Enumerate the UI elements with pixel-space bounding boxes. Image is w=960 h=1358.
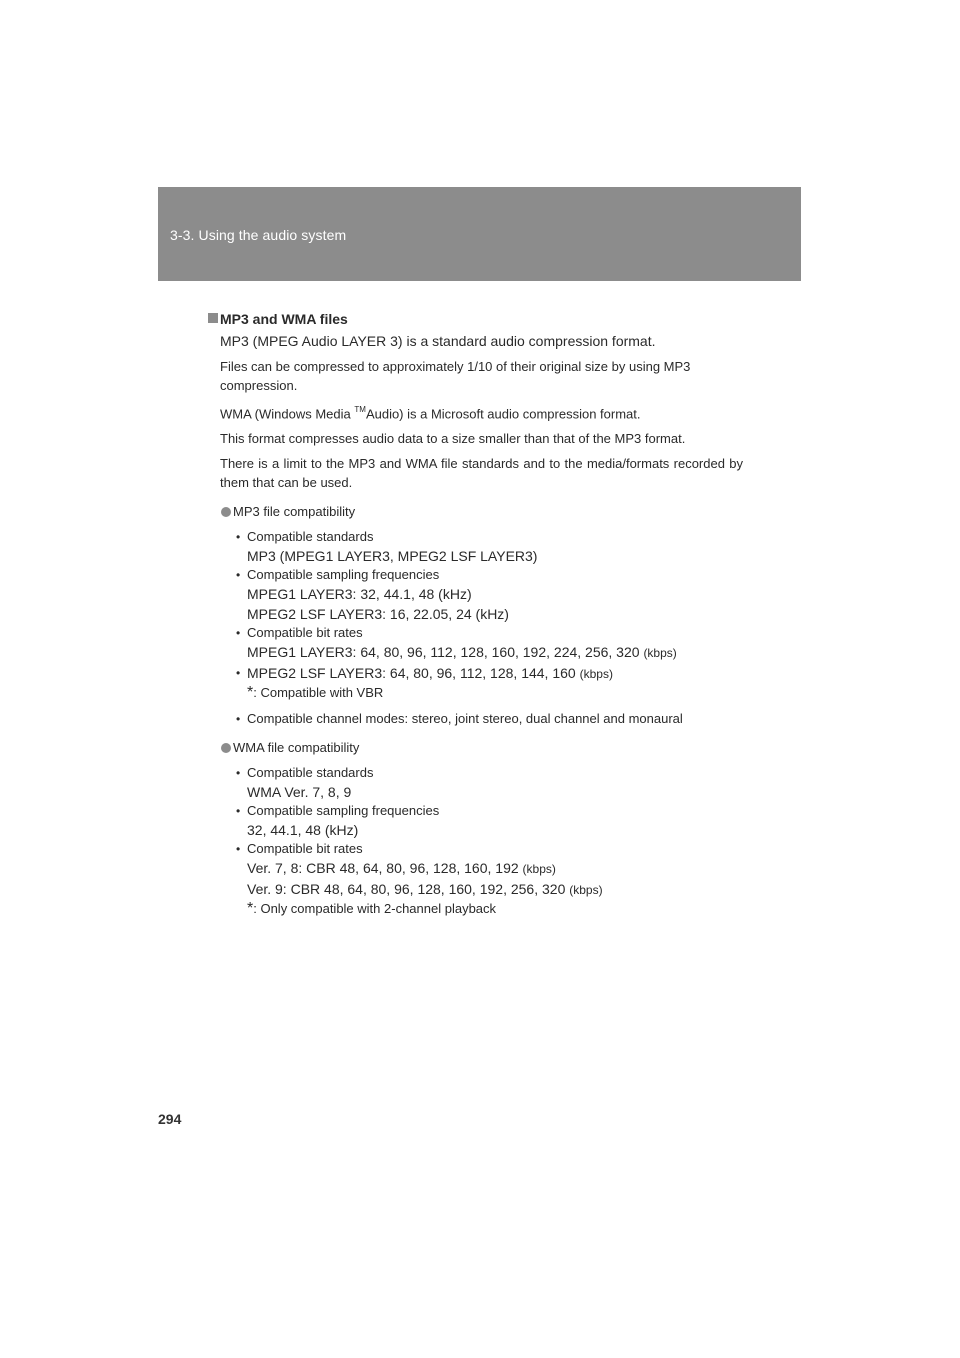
paragraph-wma-size: This format compresses audio data to a size smaller than that of the MP3 format. — [220, 431, 686, 447]
bullet-dot-icon: • — [236, 666, 241, 681]
circle-bullet-icon — [221, 743, 231, 753]
item-value: MP3 (MPEG1 LAYER3, MPEG2 LSF LAYER3) — [247, 548, 538, 565]
wma-compat-title: WMA file compatibility — [233, 740, 360, 756]
list-item — [236, 764, 743, 802]
item-value — [247, 858, 743, 879]
item-value: MPEG2 LSF LAYER3: 16, 22.05, 24 (kHz) — [247, 606, 509, 623]
list-item — [236, 840, 743, 900]
item-label: Compatible standards — [247, 529, 374, 545]
section-header-band — [158, 187, 801, 281]
list-item — [236, 802, 743, 840]
footnote-text: : Compatible with VBR — [253, 685, 384, 701]
list-item — [236, 624, 743, 663]
paragraph-limits: There is a limit to the MP3 and WMA file standards and to the media/formats recorded by them that can be used. — [220, 456, 743, 491]
bitrate-values: MPEG1 LAYER3: 64, 80, 96, 112, 128, 160, 192, 224, 256, 320 — [247, 644, 640, 661]
footnote-vbr — [236, 684, 743, 702]
bitrate-unit: (kbps) — [643, 646, 677, 661]
item-label: Compatible bit rates — [247, 625, 363, 641]
item-label: Compatible bit rates — [247, 841, 363, 857]
list-item — [236, 566, 743, 624]
footnote-2ch — [236, 900, 743, 918]
bullet-dot-icon: • — [236, 842, 241, 857]
section-title: MP3 and WMA files — [220, 311, 348, 327]
bullet-dot-icon: • — [236, 766, 241, 781]
bullet-dot-icon: • — [236, 530, 241, 545]
paragraph-wma-intro — [220, 401, 743, 423]
item-label: Compatible channel modes: stereo, joint stereo, dual channel and monaural — [247, 711, 683, 727]
page-number: 294 — [158, 1111, 182, 1127]
wma-intro-text-end: Audio) is a Microsoft audio compression format. — [365, 406, 641, 422]
bitrate-unit: (kbps) — [569, 883, 603, 898]
trademark-mark: TM — [354, 405, 366, 414]
item-label: Compatible standards — [247, 765, 374, 781]
paragraph-compression: Files can be compressed to approximately 1/10 of their original size by using MP3 compression. — [220, 359, 691, 393]
mp3-compat-heading — [208, 502, 743, 522]
bitrate-values: Ver. 9: CBR 48, 64, 80, 96, 128, 160, 192, 256, 320 — [247, 881, 566, 898]
wma-intro-text: WMA (Windows Media — [220, 406, 355, 422]
bullet-dot-icon: • — [236, 626, 241, 641]
item-value: MPEG1 LAYER3: 32, 44.1, 48 (kHz) — [247, 586, 472, 603]
list-item — [236, 528, 743, 566]
bitrate-unit: (kbps) — [579, 667, 613, 682]
bitrate-unit: (kbps) — [522, 862, 556, 877]
bullet-dot-icon: • — [236, 712, 241, 727]
circle-bullet-icon — [221, 507, 231, 517]
wma-compat-list — [236, 764, 743, 918]
footnote-text: : Only compatible with 2-channel playback — [253, 901, 497, 917]
item-value — [247, 879, 743, 900]
wma-compat-heading — [208, 738, 743, 758]
bullet-dot-icon: • — [236, 804, 241, 819]
item-value: WMA Ver. 7, 8, 9 — [247, 784, 352, 801]
list-item — [236, 663, 743, 684]
item-label: Compatible sampling frequencies — [247, 567, 440, 583]
item-label: Compatible sampling frequencies — [247, 803, 440, 819]
section-label: 3-3. Using the audio system — [170, 227, 347, 243]
bitrate-values: Ver. 7, 8: CBR 48, 64, 80, 96, 128, 160, 192 — [247, 860, 519, 877]
section-heading — [208, 308, 743, 330]
footnote-asterisk: * — [247, 900, 254, 918]
item-value: 32, 44.1, 48 (kHz) — [247, 822, 359, 839]
footnote-asterisk: * — [247, 684, 254, 702]
page-content — [208, 308, 743, 918]
item-value — [247, 663, 743, 684]
item-value — [247, 642, 743, 663]
mp3-compat-list — [236, 528, 743, 728]
square-bullet-icon — [208, 313, 218, 323]
mp3-compat-title: MP3 file compatibility — [233, 504, 356, 520]
paragraph-mp3-intro: MP3 (MPEG Audio LAYER 3) is a standard audio compression format. — [220, 333, 656, 349]
bullet-dot-icon: • — [236, 568, 241, 583]
list-item — [236, 710, 743, 728]
bitrate-values: MPEG2 LSF LAYER3: 64, 80, 96, 112, 128, 144, 160 — [247, 665, 576, 682]
